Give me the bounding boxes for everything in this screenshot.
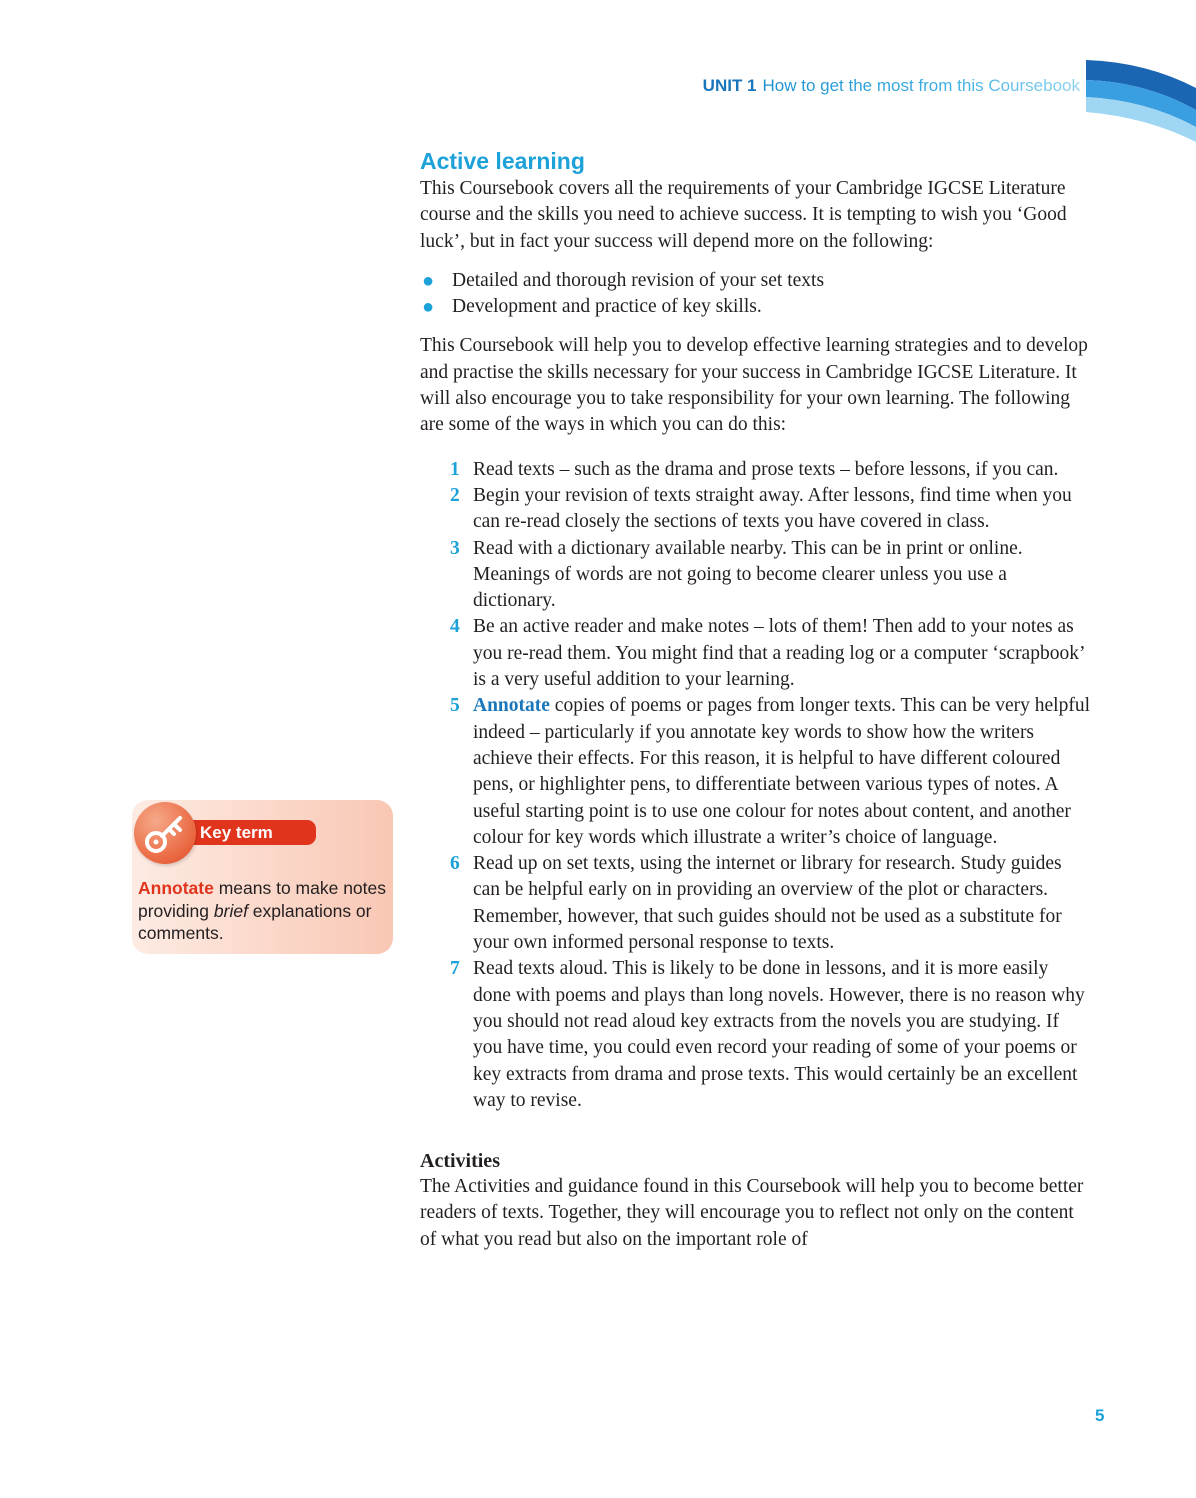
key-term-box xyxy=(132,800,393,954)
list-item xyxy=(420,294,1090,320)
list-item xyxy=(420,851,1090,956)
intro-paragraph: This Coursebook covers all the requirements of your Cambridge IGCSE Literature course and the skills you need to achieve success. It is tempting to wish you ‘Good luck’, but in fact your success will depend more on the following: xyxy=(420,178,1067,252)
numbered-list xyxy=(420,457,1090,1114)
list-item xyxy=(420,956,1090,1114)
bullet-icon: ● xyxy=(422,296,435,319)
running-head xyxy=(703,76,1080,96)
page-number: 5 xyxy=(1095,1406,1105,1425)
unit-title: How to get the most from this Coursebook xyxy=(762,76,1080,95)
item-text: Read up on set texts, using the internet or library for research. Study guides can be helpful early on in providing an overview of the plot or characters. Remember, however, that such guides should not be used as a substitute for your own informed personal response to texts. xyxy=(473,853,1062,954)
item-text: Be an active reader and make notes – lots of them! Then add to your notes as you re-read them. You might find that a reading log or a computer ‘scrapbook’ is a very useful addition to your learning. xyxy=(473,616,1085,691)
bullet-text: Detailed and thorough revision of your set texts xyxy=(452,269,825,291)
corner-stripes-decoration xyxy=(1086,0,1196,150)
list-item xyxy=(420,614,1090,693)
key-term-def-after: explanations or comments. xyxy=(138,900,372,943)
list-item xyxy=(420,483,1090,536)
key-term-word: Annotate xyxy=(138,878,214,898)
item-number: 6 xyxy=(450,853,460,875)
item-text: Read texts aloud. This is likely to be done in lessons, and it is more easily done with poems and plays than long novels. However, there is no reason why you should not read aloud key extracts from the novels you are studying. If you have time, you could even record your reading of some of your poems or key extracts from drama and prose texts. This would certainly be an excellent way to revise. xyxy=(473,958,1085,1111)
item-number: 3 xyxy=(450,537,460,559)
item-number: 1 xyxy=(450,458,460,480)
bullet-text: Development and practice of key skills. xyxy=(452,296,762,318)
list-item xyxy=(420,268,1090,294)
activities-heading: Activities xyxy=(420,1150,500,1173)
bullet-list xyxy=(420,268,1090,321)
list-item xyxy=(420,457,1090,483)
unit-label: UNIT 1 xyxy=(702,76,757,95)
item-number: 7 xyxy=(450,958,460,980)
item-number: 5 xyxy=(450,695,460,717)
item-number: 2 xyxy=(450,484,460,506)
key-icon xyxy=(134,802,196,864)
key-term-label: Key term xyxy=(192,820,316,845)
item-number: 4 xyxy=(450,616,460,638)
item-text: Read texts – such as the drama and prose texts – before lessons, if you can. xyxy=(473,458,1059,480)
item-text: copies of poems or pages from longer texts. This can be very helpful indeed – particularly if you annotate key words to show how the writers achieve their effects. For this reason, it is helpful to have different coloured pens, or highlighter pens, to differentiate between various types of notes. A useful starting point is to use one colour for notes about content, and another colour for key words which illustrate a writer’s choice of language. xyxy=(473,695,1090,848)
list-item xyxy=(420,693,1090,851)
key-term-emphasis: brief xyxy=(213,900,248,921)
item-text: Begin your revision of texts straight away. After lessons, find time when you can re-read closely the sections of texts you have covered in class. xyxy=(473,484,1072,533)
main-column xyxy=(420,146,1090,1253)
annotate-term: Annotate xyxy=(473,695,550,717)
activities-paragraph: The Activities and guidance found in this Coursebook will help you to become better readers of texts. Together, they will encourage you to reflect not only on the content of what you read but also on the important role of xyxy=(420,1176,1084,1250)
list-item xyxy=(420,536,1090,615)
strategies-paragraph: This Coursebook will help you to develop effective learning strategies and to develop and practise the skills necessary for your success in Cambridge IGCSE Literature. It will also encourage you to take responsibility for your own learning. The following are some of the ways in which you can do this: xyxy=(420,335,1088,436)
key-term-definition xyxy=(138,877,388,945)
section-heading: Active learning xyxy=(420,148,585,174)
item-text: Read with a dictionary available nearby. This can be in print or online. Meanings of words are not going to become clearer unless you use a dictionary. xyxy=(473,537,1023,612)
bullet-icon: ● xyxy=(422,269,435,292)
key-term-def-before: means to make notes providing xyxy=(138,878,386,921)
